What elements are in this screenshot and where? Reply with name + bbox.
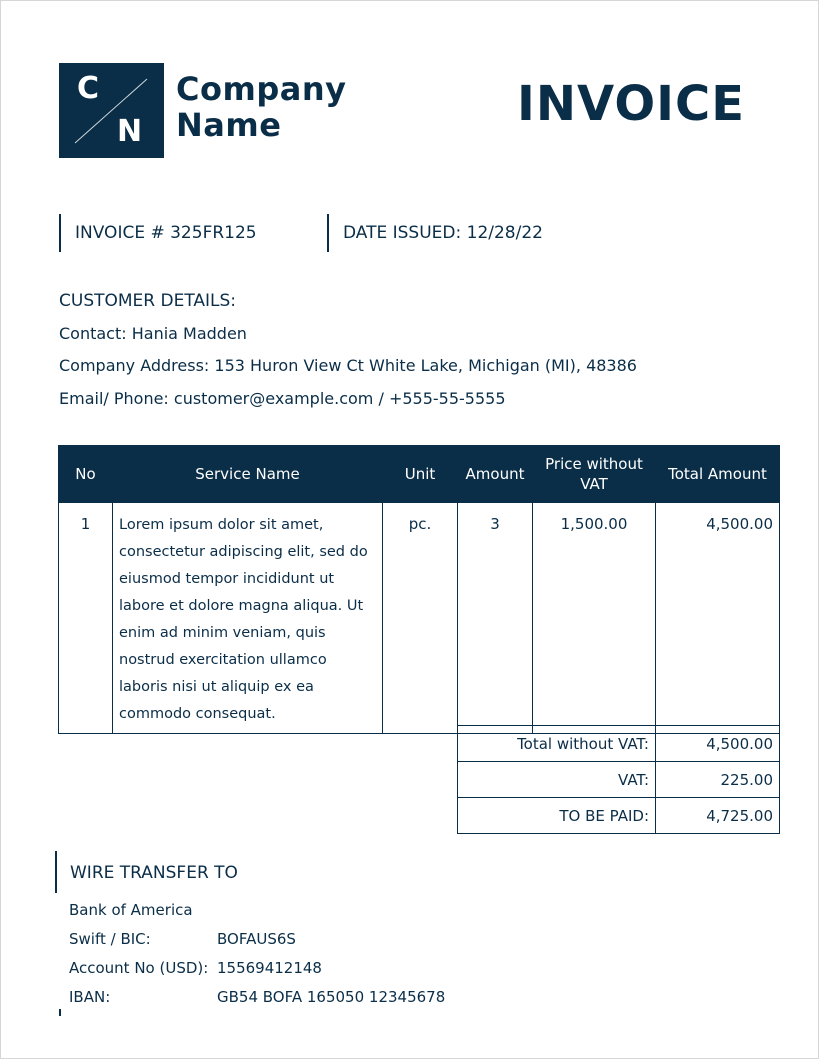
totals-row-vat xyxy=(458,762,780,798)
cell-unit: pc. xyxy=(383,503,458,734)
page-marker xyxy=(59,1009,61,1016)
items-table-header xyxy=(59,446,780,503)
swift-row xyxy=(69,925,569,954)
items-table xyxy=(58,445,780,734)
logo-letter-n: N xyxy=(117,114,143,149)
iban-row xyxy=(69,983,569,1012)
customer-contact: Contact: Hania Madden xyxy=(59,323,247,343)
column-header-total: Total Amount xyxy=(656,446,780,503)
vat-label: VAT: xyxy=(458,762,656,798)
logo-letter-c: C xyxy=(77,71,100,106)
customer-details-heading: CUSTOMER DETAILS: xyxy=(59,291,237,311)
service-description: Lorem ipsum dolor sit amet, consectetur adipiscing elit, sed do eiusmod tempor incididunt ut labore et dolore magna aliqua. Ut enim ad minim veniam, quis nostrud exercitation ullamco laboris nisi ut aliquip ex ea commodo consequat. xyxy=(119,517,368,722)
company-logo xyxy=(59,63,164,158)
invoice-number: INVOICE # 325FR125 xyxy=(59,214,315,252)
column-header-no: No xyxy=(59,446,113,503)
customer-details xyxy=(59,285,759,415)
iban-value: GB54 BOFA 165050 12345678 xyxy=(217,988,446,1006)
column-header-price: Price without VAT xyxy=(533,446,656,503)
account-label: Account No (USD): xyxy=(69,959,209,977)
company-name: Company Name xyxy=(176,70,347,144)
account-row xyxy=(69,954,569,983)
document-title: INVOICE xyxy=(517,76,746,132)
table-row xyxy=(59,503,780,734)
total-without-vat-label: Total without VAT: xyxy=(458,726,656,762)
swift-value: BOFAUS6S xyxy=(217,930,296,948)
cell-price: 1,500.00 xyxy=(533,503,656,734)
to-be-paid-label: TO BE PAID: xyxy=(458,798,656,834)
column-header-unit: Unit xyxy=(383,446,458,503)
customer-email-phone: Email/ Phone: customer@example.com / +555-55-5555 xyxy=(59,388,506,408)
customer-address: Company Address: 153 Huron View Ct White Lake, Michigan (MI), 48386 xyxy=(59,356,637,375)
cell-total: 4,500.00 xyxy=(656,503,780,734)
cell-no: 1 xyxy=(59,503,113,734)
account-value: 15569412148 xyxy=(217,959,322,977)
wire-transfer-heading: WIRE TRANSFER TO xyxy=(55,851,370,893)
totals-row-without-vat xyxy=(458,726,780,762)
column-header-service: Service Name xyxy=(113,446,383,503)
date-issued: DATE ISSUED: 12/28/22 xyxy=(327,214,603,252)
totals-row-to-be-paid xyxy=(458,798,780,834)
totals-table xyxy=(457,725,780,834)
bank-details xyxy=(69,896,569,1012)
cell-service xyxy=(113,503,383,734)
logo-diagonal-line xyxy=(59,63,164,158)
iban-label: IBAN: xyxy=(69,988,111,1006)
vat-value: 225.00 xyxy=(656,762,780,798)
column-header-amount: Amount xyxy=(458,446,533,503)
swift-label: Swift / BIC: xyxy=(69,930,151,948)
to-be-paid-value: 4,725.00 xyxy=(656,798,780,834)
total-without-vat-value: 4,500.00 xyxy=(656,726,780,762)
bank-name: Bank of America xyxy=(69,901,193,919)
cell-amount: 3 xyxy=(458,503,533,734)
